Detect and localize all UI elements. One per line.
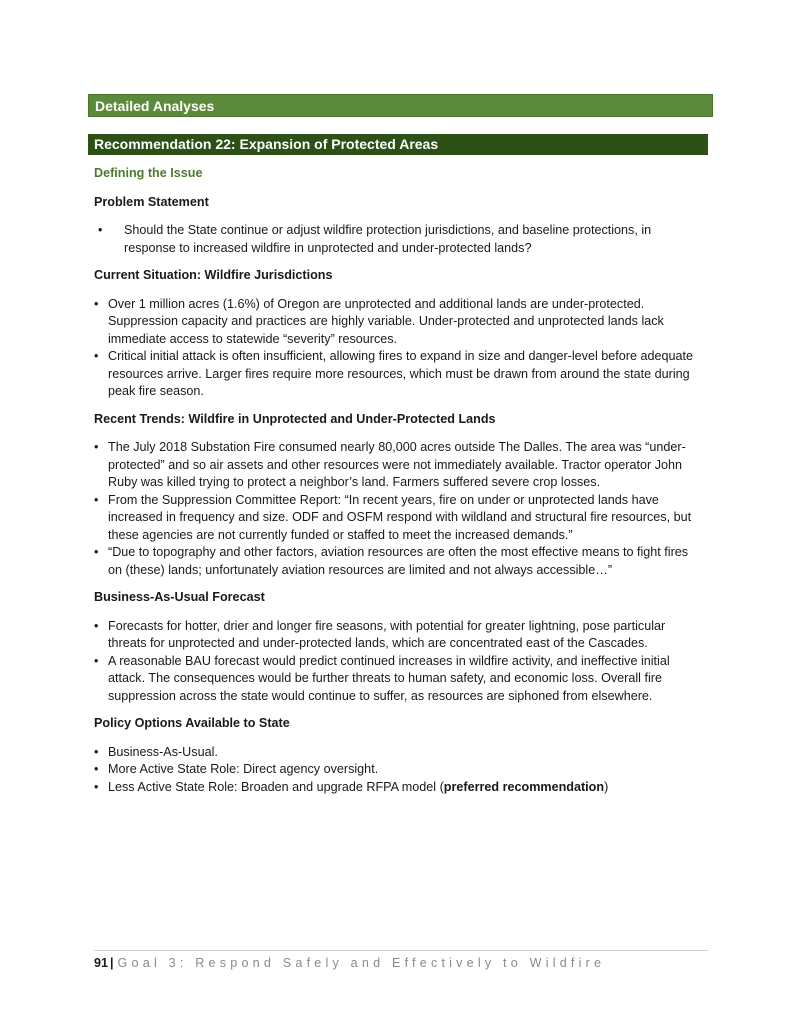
list-item: • The July 2018 Substation Fire consumed nearly 80,000 acres outside The Dalles. The area was “under-protected” and so air assets and other resources were not immediately available. Tractor operator John Ruby was killed trying to protect a neighbor’s land. Farmers suffered severe crop losses. bbox=[94, 439, 704, 492]
defining-issue-heading: Defining the Issue bbox=[94, 166, 203, 180]
current-situation-heading: Current Situation: Wildfire Jurisdictions bbox=[94, 268, 333, 282]
footer-separator: | bbox=[110, 956, 114, 970]
policy-item-suffix: ) bbox=[604, 779, 609, 794]
list-item: • A reasonable BAU forecast would predict continued increases in wildfire activity, and ineffective initial attack. The consequences would be further threats to human safety, and economic loss. Overall fire suppression across the state would continue to suffer, as resources are siphoned from elsewhere. bbox=[94, 653, 704, 706]
document-body bbox=[94, 163, 704, 806]
list-item: • Critical initial attack is often insufficient, allowing fires to expand in size and danger-level before adequate resources arrive. Larger fires require more resources, which must be drawn from around the state during peak fire season. bbox=[94, 348, 704, 401]
problem-statement-heading: Problem Statement bbox=[94, 194, 209, 209]
recent-trends-heading: Recent Trends: Wildfire in Unprotected and Under-Protected Lands bbox=[94, 411, 496, 426]
policy-options-heading: Policy Options Available to State bbox=[94, 716, 290, 730]
list-item: • Over 1 million acres (1.6%) of Oregon are unprotected and additional lands are under-protected. Suppression capacity and practices are highly variable. Under-protected and unprotected lands lack immediate access to statewide “severity” resources. bbox=[94, 296, 704, 349]
footer-goal-text: Goal 3: Respond Safely and Effectively to Wildfire bbox=[117, 956, 606, 970]
policy-options-list bbox=[94, 744, 704, 797]
recent-trends-list bbox=[94, 439, 704, 579]
detailed-analyses-banner: Detailed Analyses bbox=[88, 94, 713, 117]
list-item: • From the Suppression Committee Report: “In recent years, fire on under or unprotected lands have increased in frequency and size. ODF and OSFM respond with wildland and structural fire resources, but these agencies are not currently funded or staffed to meet the increased demands.” bbox=[94, 492, 704, 545]
list-item: • More Active State Role: Direct agency oversight. bbox=[94, 761, 704, 779]
list-item: • “Due to topography and other factors, aviation resources are often the most effective means to fight fires on (these) lands; unfortunately aviation resources are limited and not always accessible…” bbox=[94, 544, 704, 579]
preferred-recommendation-text: preferred recommendation bbox=[443, 779, 605, 794]
list-item: • Should the State continue or adjust wildfire protection jurisdictions, and baseline protections, in response to increased wildfire in unprotected and under-protected lands? bbox=[94, 222, 704, 257]
list-item: • Forecasts for hotter, drier and longer fire seasons, with potential for greater lightning, pose particular threats for unprotected and under-protected lands, which are concentrated east of the Cascades. bbox=[94, 618, 704, 653]
recommendation-banner: Recommendation 22: Expansion of Protected Areas bbox=[88, 134, 708, 155]
problem-statement-list bbox=[94, 222, 704, 257]
list-item bbox=[94, 779, 704, 797]
page-footer bbox=[94, 950, 708, 970]
bau-forecast-list bbox=[94, 618, 704, 706]
policy-item-text: Less Active State Role: Broaden and upgrade RFPA model ( bbox=[108, 779, 444, 794]
page-number: 91 bbox=[94, 956, 109, 970]
bau-forecast-heading: Business-As-Usual Forecast bbox=[94, 590, 265, 604]
list-item: • Business-As-Usual. bbox=[94, 744, 704, 762]
current-situation-list bbox=[94, 296, 704, 401]
